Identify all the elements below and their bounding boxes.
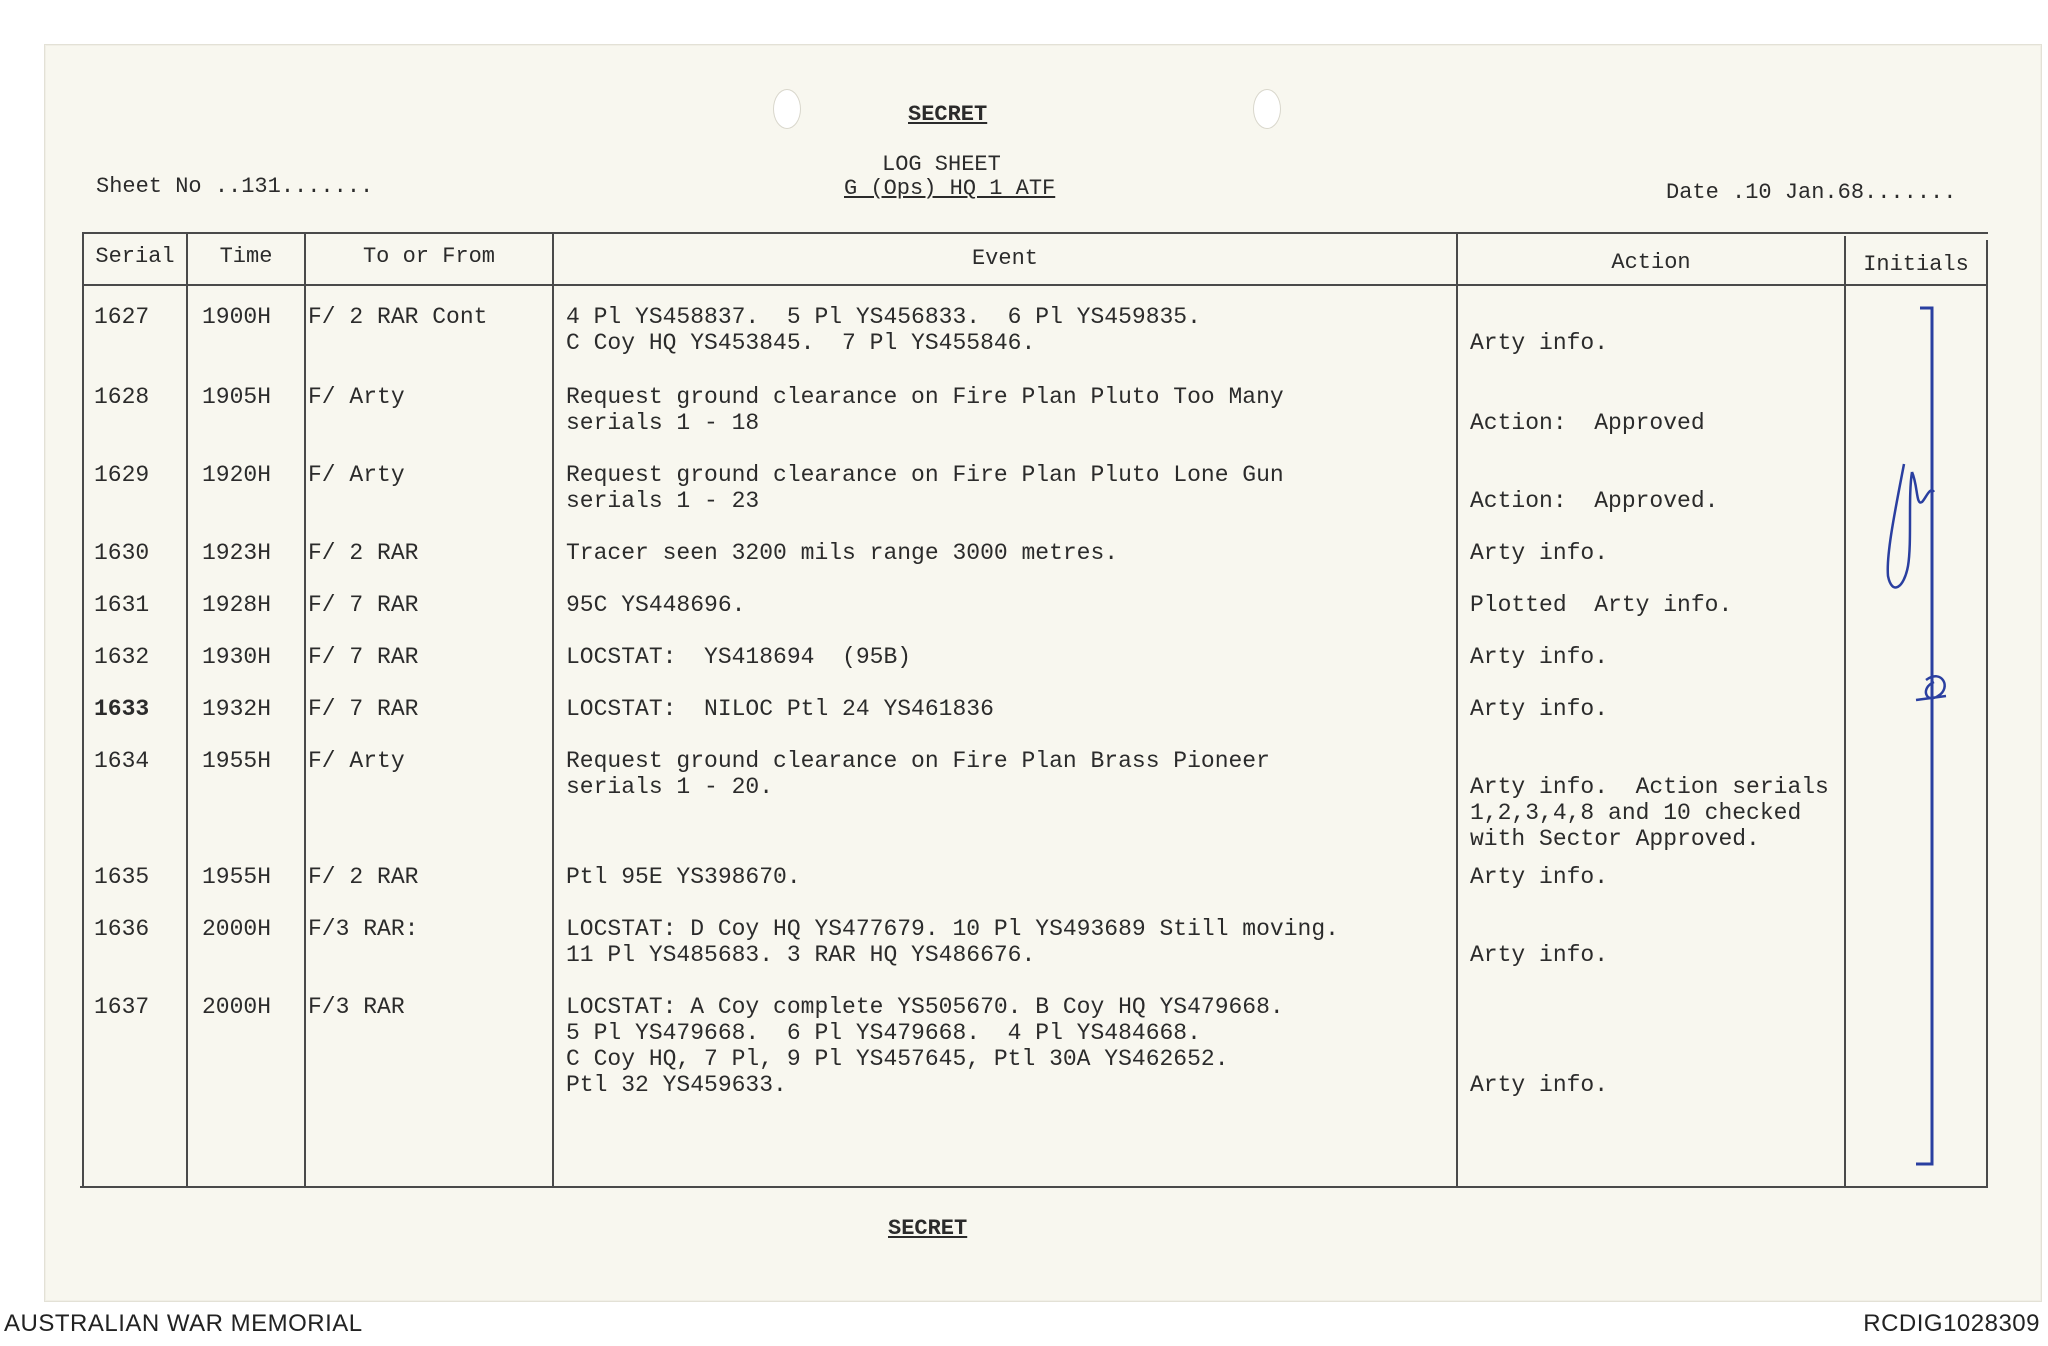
- serial-cell: 1629: [94, 462, 150, 488]
- table-bottom-border: [80, 1186, 1988, 1188]
- time-cell: 1930H: [202, 644, 272, 670]
- header-event: Event: [971, 246, 1038, 271]
- event-cell: LOCSTAT: A Coy complete YS505670. B Coy HQ YS479668. 5 Pl YS479668. 6 Pl YS479668. 4 Pl YS484668. C Coy HQ, 7 Pl, 9 Pl YS457645, Ptl 30A YS462652. Ptl 32 YS459633.: [566, 994, 1284, 1098]
- from-cell: F/ 2 RAR Cont: [308, 304, 488, 330]
- action-cell: Action: Approved: [1470, 410, 1705, 436]
- punch-hole-right: [1253, 89, 1281, 129]
- from-cell: F/ Arty: [308, 748, 405, 774]
- header-to-from: To or From: [362, 244, 496, 269]
- event-cell: Request ground clearance on Fire Plan Pluto Lone Gun serials 1 - 23: [566, 462, 1284, 514]
- event-cell: LOCSTAT: D Coy HQ YS477679. 10 Pl YS493689 Still moving. 11 Pl YS485683. 3 RAR HQ YS486676.: [566, 916, 1339, 968]
- col-divider-1: [186, 232, 188, 1188]
- action-cell: Arty info.: [1470, 1072, 1609, 1098]
- title-line2: G (Ops) HQ 1 ATF: [844, 176, 1056, 201]
- action-cell: Arty info.: [1470, 696, 1609, 722]
- header-bottom-border: [82, 284, 1988, 286]
- serial-cell: 1627: [94, 304, 150, 330]
- action-cell: Plotted Arty info.: [1470, 592, 1733, 618]
- time-cell: 1955H: [202, 748, 272, 774]
- serial-cell: 1635: [94, 864, 150, 890]
- from-cell: F/ 2 RAR: [308, 864, 419, 890]
- header-initials: Initials: [1863, 252, 1969, 277]
- action-cell: Arty info.: [1470, 864, 1609, 890]
- col-divider-0: [82, 232, 84, 1188]
- from-cell: F/ 7 RAR: [308, 644, 419, 670]
- initials-signature-mark: [1888, 464, 1934, 587]
- from-cell: F/ 7 RAR: [308, 592, 419, 618]
- from-cell: F/ 7 RAR: [308, 696, 419, 722]
- from-cell: F/ Arty: [308, 384, 405, 410]
- col-divider-4: [1456, 234, 1458, 1188]
- event-cell: 4 Pl YS458837. 5 Pl YS456833. 6 Pl YS459835. C Coy HQ YS453845. 7 Pl YS455846.: [566, 304, 1201, 356]
- initials-ink-bracket: [1846, 296, 1986, 1176]
- time-cell: 1905H: [202, 384, 272, 410]
- sheet-number: Sheet No ..131.......: [96, 174, 374, 199]
- initials-bracket-line: [1916, 308, 1932, 1164]
- event-cell: LOCSTAT: NILOC Ptl 24 YS461836: [566, 696, 994, 722]
- serial-cell: 1636: [94, 916, 150, 942]
- time-cell: 2000H: [202, 994, 272, 1020]
- from-cell: F/ Arty: [308, 462, 405, 488]
- title-line1: LOG SHEET: [882, 152, 1001, 177]
- event-cell: Tracer seen 3200 mils range 3000 metres.: [566, 540, 1119, 566]
- col-divider-2: [304, 232, 306, 1188]
- time-cell: 2000H: [202, 916, 272, 942]
- time-cell: 1932H: [202, 696, 272, 722]
- serial-cell: 1632: [94, 644, 150, 670]
- classification-top: SECRET: [908, 102, 988, 127]
- action-cell: Arty info.: [1470, 644, 1609, 670]
- footer-right-label: RCDIG1028309: [1863, 1310, 2040, 1337]
- punch-hole-left: [773, 89, 801, 129]
- action-cell: Action: Approved.: [1470, 488, 1719, 514]
- action-cell: Arty info.: [1470, 942, 1609, 968]
- event-cell: Ptl 95E YS398670.: [566, 864, 801, 890]
- from-cell: F/3 RAR:: [308, 916, 419, 942]
- header-serial: Serial: [95, 244, 175, 269]
- from-cell: F/3 RAR: [308, 994, 405, 1020]
- time-cell: 1923H: [202, 540, 272, 566]
- event-cell: LOCSTAT: YS418694 (95B): [566, 644, 912, 670]
- time-cell: 1928H: [202, 592, 272, 618]
- event-cell: Request ground clearance on Fire Plan Brass Pioneer serials 1 - 20.: [566, 748, 1270, 800]
- serial-cell: 1630: [94, 540, 150, 566]
- time-cell: 1955H: [202, 864, 272, 890]
- action-cell: Arty info. Action serials 1,2,3,4,8 and 10 checked with Sector Approved.: [1470, 774, 1829, 852]
- serial-cell: 1633: [94, 696, 150, 722]
- col-divider-6: [1986, 240, 1988, 1188]
- time-cell: 1900H: [202, 304, 272, 330]
- date-field: Date .10 Jan.68.......: [1666, 180, 1957, 205]
- event-cell: Request ground clearance on Fire Plan Pluto Too Many serials 1 - 18: [566, 384, 1284, 436]
- serial-cell: 1631: [94, 592, 150, 618]
- classification-bottom: SECRET: [888, 1216, 968, 1241]
- header-time: Time: [219, 244, 273, 269]
- footer-left-label: AUSTRALIAN WAR MEMORIAL: [4, 1310, 363, 1337]
- action-cell: Arty info.: [1470, 540, 1609, 566]
- serial-cell: 1634: [94, 748, 150, 774]
- serial-cell: 1628: [94, 384, 150, 410]
- col-divider-3: [552, 232, 554, 1188]
- time-cell: 1920H: [202, 462, 272, 488]
- from-cell: F/ 2 RAR: [308, 540, 419, 566]
- event-cell: 95C YS448696.: [566, 592, 746, 618]
- serial-cell: 1637: [94, 994, 150, 1020]
- action-cell: Arty info.: [1470, 330, 1609, 356]
- header-action: Action: [1611, 250, 1691, 275]
- table-top-border: [82, 232, 1988, 234]
